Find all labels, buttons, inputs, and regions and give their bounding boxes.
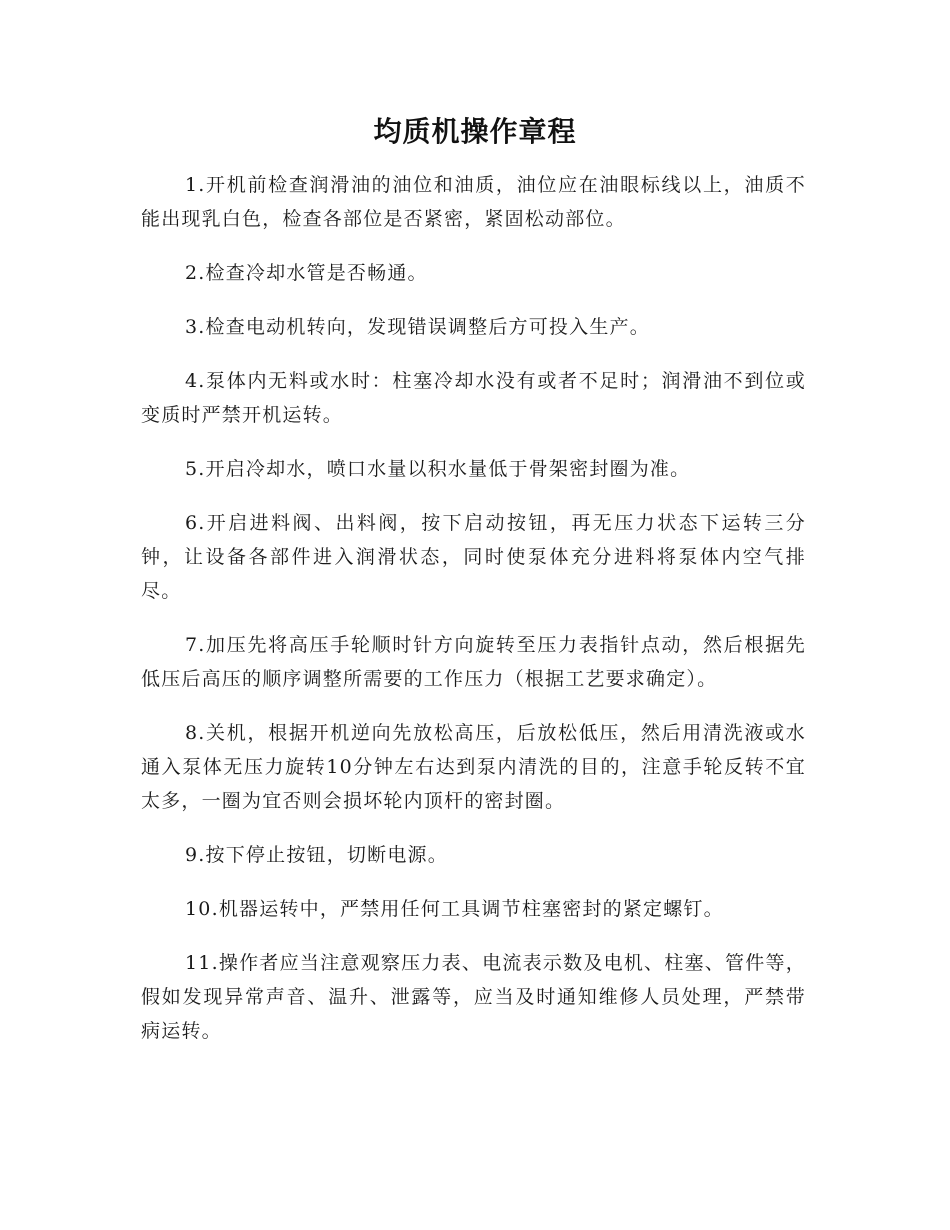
document-body — [141, 168, 806, 1068]
paragraph-6: 6.开启进料阀、出料阀，按下启动按钮，再无压力状态下运转三分钟，让设备各部件进入润滑状态，同时使泵体充分进料将泵体内空气排尽。 — [141, 512, 806, 602]
paragraph-10: 10.机器运转中，严禁用任何工具调节柱塞密封的紧定螺钉。 — [185, 898, 724, 920]
paragraph-3: 3.检查电动机转向，发现错误调整后方可投入生产。 — [185, 316, 650, 338]
document-title: 均质机操作章程 — [373, 115, 577, 148]
paragraph-4: 4.泵体内无料或水时：柱塞冷却水没有或者不足时；润滑油不到位或变质时严禁开机运转。 — [141, 370, 806, 426]
paragraph-2: 2.检查冷却水管是否畅通。 — [185, 262, 428, 284]
paragraph-5: 5.开启冷却水，喷口水量以积水量低于骨架密封圈为准。 — [185, 458, 691, 480]
paragraph-7: 7.加压先将高压手轮顺时针方向旋转至压力表指针点动，然后根据先低压后高压的顺序调整所需要的工作压力（根据工艺要求确定）。 — [141, 634, 806, 690]
paragraph-9: 9.按下停止按钮，切断电源。 — [185, 844, 448, 866]
paragraph-8: 8.关机，根据开机逆向先放松高压，后放松低压，然后用清洗液或水通入泵体无压力旋转10分钟左右达到泵内清洗的目的，注意手轮反转不宜太多，一圈为宜否则会损坏轮内顶杆的密封圈。 — [141, 722, 806, 812]
paragraph-11: 11.操作者应当注意观察压力表、电流表示数及电机、柱塞、管件等，假如发现异常声音、温升、泄露等，应当及时通知维修人员处理，严禁带病运转。 — [141, 952, 806, 1042]
paragraph-1: 1.开机前检查润滑油的油位和油质，油位应在油眼标线以上，油质不能出现乳白色，检查各部位是否紧密，紧固松动部位。 — [141, 174, 806, 230]
